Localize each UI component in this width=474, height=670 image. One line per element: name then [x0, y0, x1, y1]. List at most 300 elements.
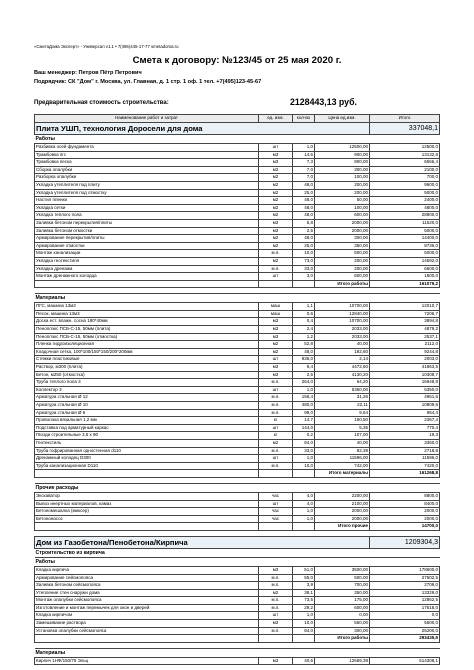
table-row — [35, 318, 440, 326]
subtotal-blank — [259, 470, 293, 478]
item-total: 11520,0 — [370, 219, 440, 227]
section-total: 337048,1 — [370, 123, 440, 135]
item-qty: 1,0 — [293, 455, 315, 463]
item-total: 14592,0 — [370, 257, 440, 265]
item-name: Доска ест. влажн. сосна 180*40мм — [35, 318, 259, 326]
item-total: 10308,7 — [370, 371, 440, 379]
item-qty: 10,0 — [293, 462, 315, 470]
item-qty: 52,8 — [293, 341, 315, 349]
item-price: 900,00 — [315, 159, 370, 167]
item-qty: 5,8 — [293, 219, 315, 227]
item-total: 12862,5 — [370, 597, 440, 605]
table-row — [35, 657, 440, 665]
item-price: 600,00 — [315, 212, 370, 220]
item-total: 12500,0 — [370, 144, 440, 152]
table-row — [35, 144, 440, 152]
item-total: 8400,0 — [370, 500, 440, 508]
item-name: Арматура стальная Ø 10 — [35, 402, 259, 410]
item-qty: 99,0 — [293, 409, 315, 417]
item-unit: м3 — [259, 566, 293, 574]
table-row — [35, 447, 440, 455]
table-row — [35, 620, 440, 628]
item-total: 4800,0 — [370, 204, 440, 212]
subtotal-blank — [35, 470, 259, 478]
table-row — [35, 409, 440, 417]
subtotal-label: Итого материалы — [315, 470, 370, 478]
item-total: 178600,0 — [370, 566, 440, 574]
item-qty: 48,0 — [293, 348, 315, 356]
subtotal-blank — [35, 280, 259, 288]
subtotal-blank — [35, 635, 259, 643]
item-qty: 48,0 — [293, 181, 315, 189]
subsection-title: Материалы — [35, 648, 440, 657]
table-row — [35, 589, 440, 597]
item-unit: м.п. — [259, 379, 293, 387]
item-qty: 0,6 — [293, 310, 315, 318]
item-total: 17518,0 — [370, 604, 440, 612]
item-unit: шт — [259, 273, 293, 281]
table-row — [35, 379, 440, 387]
item-unit: м2 — [259, 189, 293, 197]
item-name: Труба гофрированная одностенная d110 — [35, 447, 259, 455]
subsection-title: Прочие расходы — [35, 483, 440, 492]
item-unit: м.п. — [259, 574, 293, 582]
table-header-row — [35, 115, 440, 123]
item-price: 192,60 — [315, 348, 370, 356]
table-row — [35, 597, 440, 605]
table-row — [35, 242, 440, 250]
subtotal-row — [35, 635, 440, 643]
item-qty: 48,0 — [293, 197, 315, 205]
item-unit: кг — [259, 432, 293, 440]
item-name: Коллектор 3 — [35, 386, 259, 394]
item-total: 19,3 — [370, 432, 440, 440]
item-qty: 48,0 — [293, 212, 315, 220]
item-qty: 1,1 — [293, 303, 315, 311]
item-price: 10700,00 — [315, 318, 370, 326]
item-total: 5350,0 — [370, 386, 440, 394]
subsection-row — [35, 483, 440, 492]
item-price: 11596,00 — [315, 455, 370, 463]
subtotal-value: 293435,5 — [370, 635, 440, 643]
item-total: 41863,5 — [370, 364, 440, 372]
item-price: 22,11 — [315, 402, 370, 410]
item-name: Труба канализационная D110 — [35, 462, 259, 470]
section-title: Дом из Газобетона/Пенобетона/Кирпича — [35, 536, 370, 548]
item-total: 16948,8 — [370, 379, 440, 387]
item-unit: м3 — [259, 227, 293, 235]
item-unit: шт — [259, 356, 293, 364]
subtotal-blank — [293, 280, 315, 288]
subtotal-blank — [293, 470, 315, 478]
column-header-unit: ед. изм. — [259, 115, 293, 123]
item-name: Бетономешалка (миксер) — [35, 508, 259, 516]
item-price: 50,00 — [315, 197, 370, 205]
item-qty: 1,0 — [293, 144, 315, 152]
item-total: 3894,8 — [370, 318, 440, 326]
item-unit: маш — [259, 310, 293, 318]
item-unit: м.п. — [259, 462, 293, 470]
item-price: 300,00 — [315, 166, 370, 174]
item-total: 3360,0 — [370, 439, 440, 447]
item-name: Установка опалубки сейсмопояса — [35, 627, 259, 635]
item-qty: 40,6 — [293, 657, 315, 665]
item-price: 175,00 — [315, 597, 370, 605]
item-qty: 2,5 — [293, 371, 315, 379]
item-name: Замешивание раствора — [35, 620, 259, 628]
item-total: 2537,1 — [370, 333, 440, 341]
item-price: 2000,00 — [315, 227, 370, 235]
subtotal-blank — [293, 523, 315, 531]
item-price: 12669,39 — [315, 657, 370, 665]
item-unit: м3 — [259, 219, 293, 227]
item-unit: м2 — [259, 181, 293, 189]
item-total: 5600,0 — [370, 620, 440, 628]
item-price: 742,00 — [315, 462, 370, 470]
item-unit: м2 — [259, 242, 293, 250]
table-row — [35, 439, 440, 447]
item-total: 2400,0 — [370, 197, 440, 205]
item-name: Укладка теплого пола — [35, 212, 259, 220]
item-unit: м2 — [259, 341, 293, 349]
item-qty: 2,5 — [293, 227, 315, 235]
subtotal-blank — [259, 280, 293, 288]
item-name: Укладка дренажа — [35, 265, 259, 273]
item-name: Укладка геотекстиля — [35, 257, 259, 265]
item-name: Заливка бетоном отмостки — [35, 227, 259, 235]
manager-line: Ваш менеджер: Петров Пётр Петрович — [34, 70, 142, 76]
item-price: 700,00 — [315, 582, 370, 590]
item-unit: м3 — [259, 364, 293, 372]
subsection-row — [35, 135, 440, 144]
item-price: 200,00 — [315, 181, 370, 189]
item-price: 200,00 — [315, 257, 370, 265]
item-qty: 38,1 — [293, 589, 315, 597]
table-row — [35, 189, 440, 197]
item-unit: м3 — [259, 371, 293, 379]
item-price: 200,00 — [315, 265, 370, 273]
item-total: 2003,0 — [370, 356, 440, 364]
subsection-title: Работы — [35, 557, 440, 566]
item-total: 514308,1 — [370, 657, 440, 665]
item-unit: шт — [259, 500, 293, 508]
item-name: Вывоз инертных материалов, камаз — [35, 500, 259, 508]
table-row — [35, 455, 440, 463]
item-price: 350,00 — [315, 242, 370, 250]
item-total: 14400,0 — [370, 235, 440, 243]
item-total: 2709,0 — [370, 582, 440, 590]
item-unit: м2 — [259, 212, 293, 220]
item-total: 10809,6 — [370, 402, 440, 410]
item-price: 2100,00 — [315, 500, 370, 508]
table-row — [35, 235, 440, 243]
table-row — [35, 432, 440, 440]
table-row — [35, 500, 440, 508]
item-unit: м3 — [259, 326, 293, 334]
item-qty: 936,0 — [293, 356, 315, 364]
item-unit: м2 — [259, 204, 293, 212]
cost-value: 2128443,13 руб. — [290, 97, 357, 107]
table-row — [35, 348, 440, 356]
item-name: Гвозди строительные 3,5 х 90 — [35, 432, 259, 440]
subsection-title: Строительство из кирпича — [35, 548, 440, 557]
item-qty: 48,0 — [293, 235, 315, 243]
item-total: 954,4 — [370, 409, 440, 417]
table-row — [35, 166, 440, 174]
item-name: Настил пленки — [35, 197, 259, 205]
item-qty: 33,0 — [293, 265, 315, 273]
item-total: 11596,0 — [370, 455, 440, 463]
table-row — [35, 582, 440, 590]
item-name: Изготовление и монтаж перемычек для окон и дверей — [35, 604, 259, 612]
item-price: 40,00 — [315, 341, 370, 349]
item-total: 9244,8 — [370, 348, 440, 356]
item-qty: 73,5 — [293, 597, 315, 605]
item-name: Монтаж дренажного колодца — [35, 273, 259, 281]
item-price: 900,00 — [315, 151, 370, 159]
item-unit: кг — [259, 417, 293, 425]
item-unit: м.п. — [259, 250, 293, 258]
item-qty: 73,0 — [293, 257, 315, 265]
item-name: Монтаж опалубки сейсмопояса — [35, 597, 259, 605]
table-row — [35, 604, 440, 612]
table-row — [35, 492, 440, 500]
item-total: 6600,0 — [370, 265, 440, 273]
table-row — [35, 515, 440, 523]
item-unit: м2 — [259, 439, 293, 447]
section-row — [35, 123, 440, 135]
item-unit: м2 — [259, 348, 293, 356]
item-qty: 14,6 — [293, 151, 315, 159]
item-price: 4130,20 — [315, 371, 370, 379]
item-name: Арматура стальная Ø 6 — [35, 409, 259, 417]
item-qty: 2,4 — [293, 326, 315, 334]
item-name: Заливка бетоном сейсмопояса — [35, 582, 259, 590]
item-total: 2112,0 — [370, 341, 440, 349]
item-name: Бетон, м250 (отмостка) — [35, 371, 259, 379]
item-name: Трамбовка песка — [35, 159, 259, 167]
item-qty: 48,0 — [293, 204, 315, 212]
item-unit: час — [259, 515, 293, 523]
item-unit: шт — [259, 144, 293, 152]
item-unit: м3 — [259, 620, 293, 628]
subtotal-row — [35, 523, 440, 531]
item-total: 2718,8 — [370, 447, 440, 455]
table-row — [35, 174, 440, 182]
item-qty: 10,0 — [293, 250, 315, 258]
item-total: 13329,0 — [370, 589, 440, 597]
subtotal-row — [35, 470, 440, 478]
column-header-name: Наименование работ и затрат — [35, 115, 259, 123]
item-qty: 84,0 — [293, 627, 315, 635]
item-price: 5350,00 — [315, 386, 370, 394]
item-name: Утепление стен снаружи дома — [35, 589, 259, 597]
item-unit: м.п. — [259, 265, 293, 273]
item-name: Подставка под арматурный каркас — [35, 424, 259, 432]
item-unit: м3 — [259, 151, 293, 159]
table-row — [35, 197, 440, 205]
table-row — [35, 257, 440, 265]
section-row — [35, 536, 440, 548]
item-price: 5,35 — [315, 424, 370, 432]
item-total: 1800,0 — [370, 273, 440, 281]
table-row — [35, 508, 440, 516]
table-row — [35, 364, 440, 372]
subtotal-label: Итого прочие — [315, 523, 370, 531]
item-price: 160,50 — [315, 417, 370, 425]
table-row — [35, 371, 440, 379]
table-row — [35, 273, 440, 281]
item-price: 82,39 — [315, 447, 370, 455]
item-qty: 7,0 — [293, 174, 315, 182]
column-header-price: Цена ед.изм. — [315, 115, 370, 123]
item-price: 100,00 — [315, 174, 370, 182]
item-unit: м3 — [259, 318, 293, 326]
subtotal-value: 14700,0 — [370, 523, 440, 531]
item-price: 64,20 — [315, 379, 370, 387]
item-name: Армирование сейсмопояса — [35, 574, 259, 582]
item-qty: 7,0 — [293, 166, 315, 174]
table-row — [35, 326, 440, 334]
item-price: 2033,00 — [315, 326, 370, 334]
table-row — [35, 219, 440, 227]
table-row — [35, 227, 440, 235]
item-qty: 10,0 — [293, 620, 315, 628]
item-total: 2367,4 — [370, 417, 440, 425]
item-name: Труба теплого пола 3 — [35, 379, 259, 387]
table-row — [35, 386, 440, 394]
item-price: 300,00 — [315, 235, 370, 243]
table-row — [35, 417, 440, 425]
table-row — [35, 204, 440, 212]
column-header-qty: кол-во — [293, 115, 315, 123]
item-unit: шт — [259, 455, 293, 463]
item-unit: м.п. — [259, 394, 293, 402]
item-price: 12500,00 — [315, 144, 370, 152]
item-total: 13132,8 — [370, 151, 440, 159]
item-unit: м2 — [259, 235, 293, 243]
item-price: 560,00 — [315, 620, 370, 628]
item-name: Укладка сетки — [35, 204, 259, 212]
item-unit: м.п. — [259, 597, 293, 605]
item-total: 25200,0 — [370, 627, 440, 635]
item-price: 2,14 — [315, 356, 370, 364]
item-qty: 33,0 — [293, 447, 315, 455]
item-price: 200,00 — [315, 189, 370, 197]
subsection-row — [35, 557, 440, 566]
item-qty: 29,2 — [293, 604, 315, 612]
item-unit: м2 — [259, 257, 293, 265]
item-unit: м2 — [259, 197, 293, 205]
item-unit: м.п. — [259, 409, 293, 417]
subsection-row — [35, 648, 440, 657]
item-qty: 1,2 — [293, 333, 315, 341]
item-name: Армирование перекрытия/плиты — [35, 235, 259, 243]
item-price: 4472,60 — [315, 364, 370, 372]
table-row — [35, 394, 440, 402]
item-name: Разборка опалубки — [35, 174, 259, 182]
table-row — [35, 627, 440, 635]
item-name: Бетононасос — [35, 515, 259, 523]
item-name: Монтаж канализации — [35, 250, 259, 258]
section-title: Плита УШП, технология Доросели для дома — [35, 123, 370, 135]
column-header-total: Итого — [370, 115, 440, 123]
item-name: Песок, машина 13м3 — [35, 310, 259, 318]
item-name: Сборка опалубки — [35, 166, 259, 174]
item-unit: маш — [259, 303, 293, 311]
item-price: 2000,00 — [315, 508, 370, 516]
table-row — [35, 265, 440, 273]
item-unit: м3 — [259, 159, 293, 167]
subsection-title: Материалы — [35, 294, 440, 303]
item-unit: м.п. — [259, 627, 293, 635]
table-row — [35, 574, 440, 582]
table-row — [35, 159, 440, 167]
item-unit: час — [259, 508, 293, 516]
item-total: 27502,5 — [370, 574, 440, 582]
item-total: 6566,4 — [370, 159, 440, 167]
item-qty: 25,0 — [293, 242, 315, 250]
table-row — [35, 333, 440, 341]
item-price: 2000,00 — [315, 515, 370, 523]
item-name: Пеноплэкс ПСБ-С-15, 50мм (отмостка) — [35, 333, 259, 341]
item-unit: шт — [259, 424, 293, 432]
item-name: Заливка бетоном перекрытия/плиты — [35, 219, 259, 227]
item-unit: м2 — [259, 174, 293, 182]
item-unit: м2 — [259, 589, 293, 597]
subtotal-label: Итого работы — [315, 635, 370, 643]
item-price: 107,00 — [315, 432, 370, 440]
item-total: 700,0 — [370, 174, 440, 182]
item-price: 0,00 — [315, 612, 370, 620]
table-row — [35, 612, 440, 620]
item-price: 600,00 — [315, 273, 370, 281]
item-unit: м3 — [259, 333, 293, 341]
item-total: 7420,0 — [370, 462, 440, 470]
item-name: Геотекстиль — [35, 439, 259, 447]
item-unit: м.п. — [259, 604, 293, 612]
item-price: 300,00 — [315, 627, 370, 635]
item-name: Стяжки пластиковые — [35, 356, 259, 364]
item-total: 770,4 — [370, 424, 440, 432]
item-total: 2000,0 — [370, 508, 440, 516]
subtotal-blank — [259, 523, 293, 531]
item-unit: м.п. — [259, 447, 293, 455]
table-row — [35, 341, 440, 349]
table-row — [35, 250, 440, 258]
estimate-table — [34, 114, 440, 665]
item-price: 600,00 — [315, 604, 370, 612]
item-name: Армирование отмостки — [35, 242, 259, 250]
item-total: 8800,0 — [370, 492, 440, 500]
item-qty: 3,9 — [293, 582, 315, 590]
item-price: 31,26 — [315, 394, 370, 402]
item-qty: 480,0 — [293, 402, 315, 410]
item-qty: 1,0 — [293, 386, 315, 394]
item-name: Раствор, м300 (плита) — [35, 364, 259, 372]
item-qty: 4,0 — [293, 492, 315, 500]
table-row — [35, 212, 440, 220]
subtotal-blank — [35, 523, 259, 531]
item-total: 0,0 — [370, 612, 440, 620]
item-name: ПГС, машина 13м3 — [35, 303, 259, 311]
item-qty: 51,0 — [293, 566, 315, 574]
item-name: Разбивка осей фундамента — [35, 144, 259, 152]
item-price: 10700,00 — [315, 303, 370, 311]
item-unit: м3 — [259, 657, 293, 665]
table-row — [35, 566, 440, 574]
item-name: Дренажный колодец D300 — [35, 455, 259, 463]
